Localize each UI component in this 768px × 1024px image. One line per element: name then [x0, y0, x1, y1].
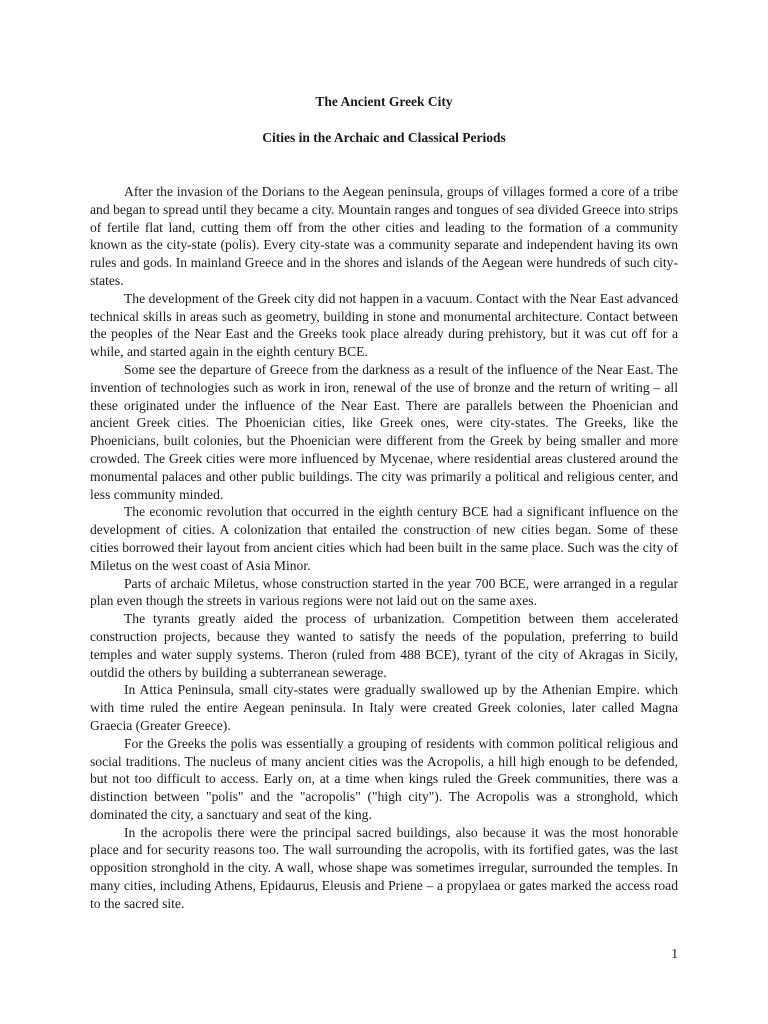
- paragraph: Some see the departure of Greece from the darkness as a result of the influence of the Near East. The invention of technologies such as work in iron, renewal of the use of bronze and the return of writing – all these originated under the influence of the Near East. There are parallels between the Phoenician and ancient Greek cities. The Phoenician cities, like Greek ones, were city-states. The Greeks, like the Phoenicians, built colonies, but the Phoenician were different from the Greek by being smaller and more crowded. The Greek cities were more influenced by Mycenae, where residential areas clustered around the monumental palaces and other public buildings. The city was primarily a political and religious center, and less community minded.: [90, 361, 678, 502]
- paragraph: In Attica Peninsula, small city-states were gradually swallowed up by the Athenian Empire. which with time ruled the entire Aegean peninsula. In Italy were created Greek colonies, later called Magna Graecia (Greater Greece).: [90, 682, 678, 733]
- paragraph: In the acropolis there were the principal sacred buildings, also because it was the most honorable place and for security reasons too. The wall surrounding the acropolis, with its fortified gates, was the last opposition stronghold in the city. A wall, whose shape was sometimes irregular, surrounded the temples. In many cities, including Athens, Epidaurus, Eleusis and Priene – a propylaea or gates marked the access road to the sacred site.: [90, 824, 678, 911]
- document-title: The Ancient Greek City: [315, 94, 453, 109]
- document-subtitle: Cities in the Archaic and Classical Periods: [262, 130, 506, 145]
- paragraph: The tyrants greatly aided the process of urbanization. Competition between them accelerated construction projects, because they wanted to satisfy the needs of the population, preferring to build temples and water supply systems. Theron (ruled from 488 BCE), tyrant of the city of Akragas in Sicily, outdid the others by building a subterranean sewerage.: [90, 611, 678, 680]
- paragraph: For the Greeks the polis was essentially a grouping of residents with common political religious and social traditions. The nucleus of many ancient cities was the Acropolis, a hill high enough to be defended, but not too difficult to access. Early on, at a time when kings ruled the Greek communities, there was a distinction between "polis" and the "acropolis" ("high city"). The Acropolis was a stronghold, which dominated the city, a sanctuary and seat of the king.: [90, 735, 678, 822]
- page-number: 1: [671, 946, 678, 961]
- paragraph: After the invasion of the Dorians to the Aegean peninsula, groups of villages formed a core of a tribe and began to spread until they became a city. Mountain ranges and tongues of sea divided Greece into strips of fertile flat land, cutting them off from the other cities and leading to the formation of a community known as the city-state (polis). Every city-state was a community separate and independent having its own rules and gods. In mainland Greece and in the shores and islands of the Aegean were hundreds of such city-states.: [90, 184, 678, 288]
- document-body: [90, 183, 678, 913]
- paragraph: The development of the Greek city did not happen in a vacuum. Contact with the Near East advanced technical skills in areas such as geometry, building in stone and monumental architecture. Contact between the peoples of the Near East and the Greeks took place already during prehistory, but it was cut off for a while, and started again in the eighth century BCE.: [90, 290, 678, 360]
- paragraph: Parts of archaic Miletus, whose construction started in the year 700 BCE, were arranged in a regular plan even though the streets in various regions were not laid out on the same axes.: [90, 575, 678, 609]
- paragraph: The economic revolution that occurred in the eighth century BCE had a significant influence on the development of cities. A colonization that entailed the construction of new cities began. Some of these cities borrowed their layout from ancient cities which had been built in the same place. Such was the city of Miletus on the west coast of Asia Minor.: [90, 504, 678, 573]
